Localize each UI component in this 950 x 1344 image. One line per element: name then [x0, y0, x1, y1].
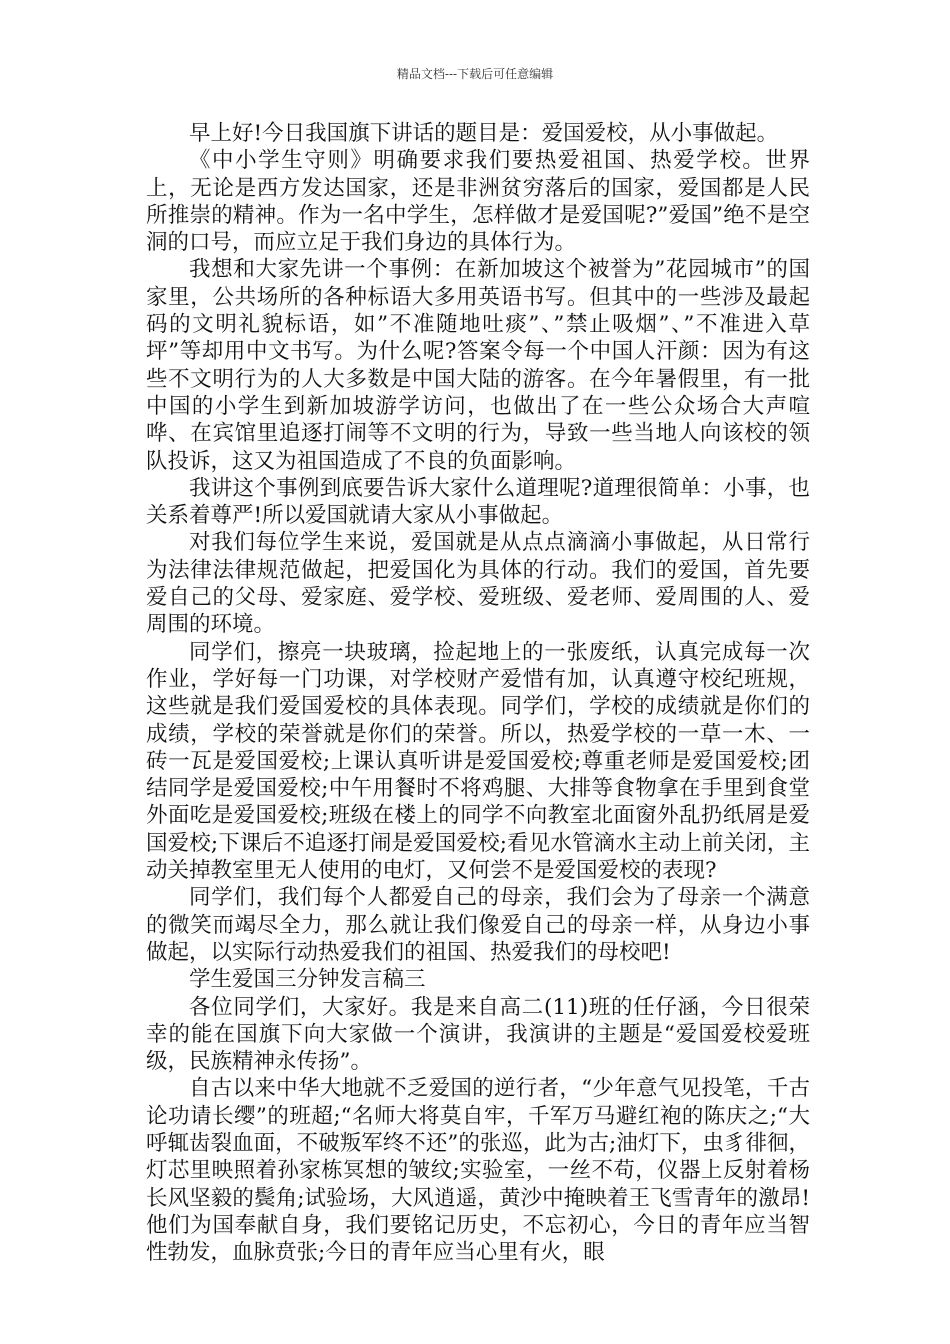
section-heading: 学生爱国三分钟发言稿三	[189, 967, 426, 993]
page-header: 精品文档---下载后可任意编辑	[396, 67, 554, 81]
paragraph-singapore-example: 我想和大家先讲一个事例：在新加坡这个被誉为”花园城市”的国家里，公共场所的各种标语大多用英语书写。但其中的一些涉及最起码的文明礼貌标语，如”不准随地吐痰”、”禁止吸烟”、”不准进入草坪”等却用中文书写。为什么呢?答案令每一个中国人汗颜：因为有这些不文明行为的人大多数是中国大陆的游客。在今年暑假里，有一批中国的小学生到新加坡游学访问，也做出了在一些公众场合大声喧哗、在宾馆里追逐打闹等不文明的行为，导致一些当地人向该校的领队投诉，这又为祖国造成了不良的负面影响。	[146, 257, 810, 474]
paragraph-code-of-conduct: 《中小学生守则》明确要求我们要热爱祖国、热爱学校。世界上，无论是西方发达国家，还是非洲贫穷落后的国家，爱国都是人民所推崇的精神。作为一名中学生，怎样做才是爱国呢?”爱国”绝不是空洞的口号，而应立足于我们身边的具体行为。	[146, 148, 810, 256]
paragraph-greeting: 早上好!今日我国旗下讲话的题目是：爱国爱校，从小事做起。	[189, 121, 779, 146]
paragraph-history: 自古以来中华大地就不乏爱国的逆行者，“少年意气见投笔，千古论功请长缨”的班超;“名师大将莫自牢，千军万马避红袍的陈庆之;“大呼辄齿裂血面，不破叛军终不还”的张巡，此为古;油灯下，虫豸徘徊，灯芯里映照着孙家栋冥想的皱纹;实验室，一丝不苟，仪器上反射着杨长风坚毅的鬓角;试验场，大风逍遥，黄沙中掩映着王飞雪青年的激昂!他们为国奉献自身，我们要铭记历史，不忘初心，今日的青年应当智性勃发，血脉贲张;今日的青年应当心里有火，眼	[146, 1076, 810, 1266]
document-body	[146, 120, 810, 1266]
paragraph-lesson: 我讲这个事例到底要告诉大家什么道理呢?道理很简单：小事，也关系着尊严!所以爱国就请大家从小事做起。	[146, 475, 810, 529]
paragraph-school-behavior: 同学们，擦亮一块玻璃，捡起地上的一张废纸，认真完成每一次作业，学好每一门功课，对学校财产爱惜有加，认真遵守校纪班规，这些就是我们爱国爱校的具体表现。同学们，学校的成绩就是你们的成绩，学校的荣誉就是你们的荣誉。所以，热爱学校的一草一木、一砖一瓦是爱国爱校;上课认真听讲是爱国爱校;尊重老师是爱国爱校;团结同学是爱国爱校;中午用餐时不将鸡腿、大排等食物拿在手里到食堂外面吃是爱国爱校;班级在楼上的同学不向教室北面窗外乱扔纸屑是爱国爱校;下课后不追逐打闹是爱国爱校;看见水管滴水主动上前关闭，主动关掉教室里无人使用的电灯，又何尝不是爱国爱校的表现?	[146, 639, 810, 884]
paragraph-conclusion: 同学们，我们每个人都爱自己的母亲，我们会为了母亲一个满意的微笑而竭尽全力，那么就让我们像爱自己的母亲一样，从身边小事做起，以实际行动热爱我们的祖国、热爱我们的母校吧!	[146, 885, 810, 965]
paragraph-speech-intro: 各位同学们，大家好。我是来自高二(11)班的任仔涵，今日很荣幸的能在国旗下向大家做一个演讲，我演讲的主题是“爱国爱校爱班级，民族精神永传扬”。	[146, 994, 810, 1075]
paragraph-student-patriotism: 对我们每位学生来说，爱国就是从点点滴滴小事做起，从日常行为法律法律规范做起，把爱国化为具体的行动。我们的爱国，首先要爱自己的父母、爱家庭、爱学校、爱班级、爱老师、爱周围的人、爱周围的环境。	[146, 530, 810, 638]
